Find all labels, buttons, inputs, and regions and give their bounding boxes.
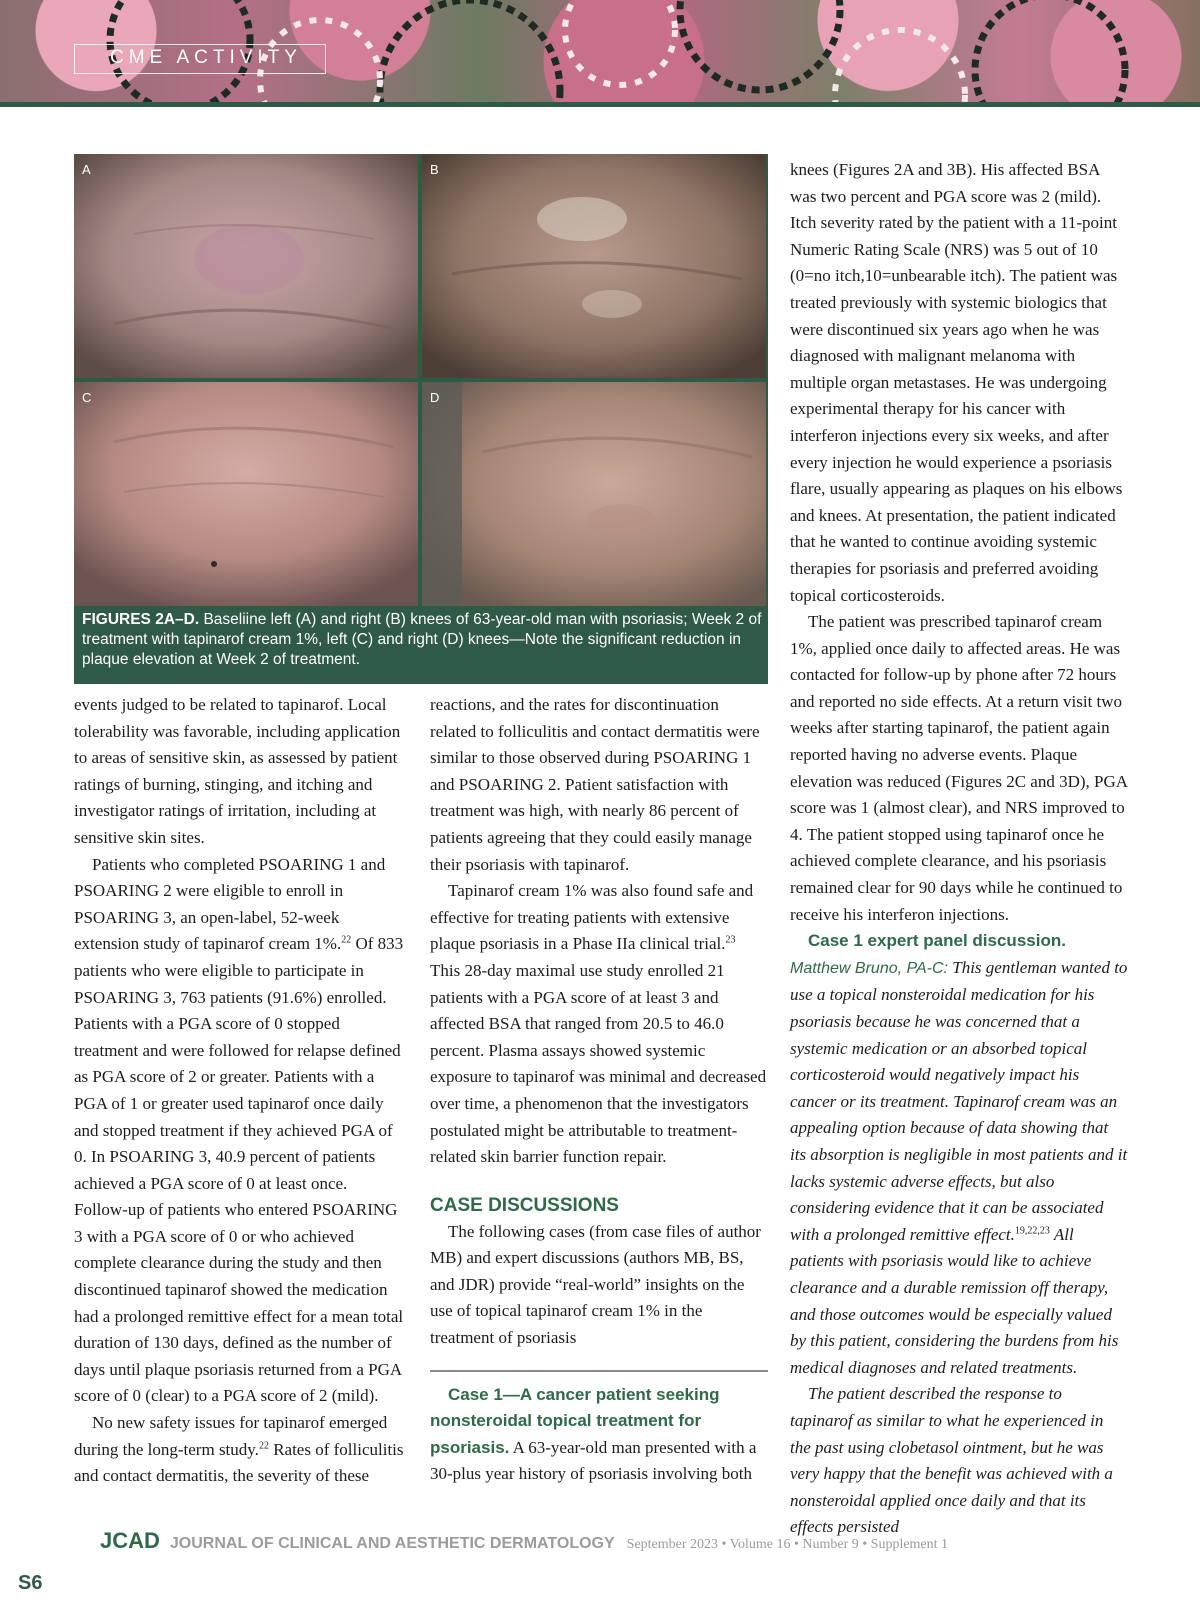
paragraph [74,852,404,1410]
reference-marker: 23 [725,934,736,946]
reference-marker: 22 [341,934,352,946]
panel-label-c: C [82,390,92,405]
paragraph-text: No new safety issues for tapinarof emerged during the long-term study. [74,1413,388,1459]
paragraph-text: This 28-day maximal use study enrolled 21 patients with a PGA score of at least 3 and affected BSA that ranged from 20.5 to 46.0 percent. Plasma assays showed systemic exposure to tapinarof was minimal and decreased over time, a phenomenon that the investigators postulated might be attributable to treatment-related skin barrier function repair. [430,960,767,1167]
reference-marker: 22 [258,1439,269,1451]
case-title: Case 1—A cancer patient seeking nonsteroidal topical treatment for psoriasis. [430,1384,720,1457]
paragraph [430,1382,768,1488]
text-column-2 [430,692,768,1488]
knee-photo-a [74,154,418,378]
paragraph: events judged to be related to tapinarof. Local tolerability was favorable, including application to areas of sensitive skin, as assessed by patient ratings of burning, stinging, and itching and investigator ratings of irritation, including at sensitive skin sites. [74,695,401,847]
paragraph [790,928,1128,1381]
right-knee-week2-photo-icon [422,382,766,606]
journal-abbreviation: JCAD [100,1528,160,1553]
paragraph: reactions, and the rates for discontinuation related to folliculitis and contact dermatitis were similar to those observed during PSOARING 1 and PSOARING 2. Patient satisfaction with treatment was high, with nearly 86 percent of patients agreeing that they could easily manage their psoriasis with tapinarof. [430,695,760,874]
figure-caption [82,610,762,670]
paragraph: knees (Figures 2A and 3B). His affected BSA was two percent and PGA score was 2 (mild). Itch severity rated by the patient with a 11-point Numeric Rating Scale (NRS) was 5 out of 10 (0=no itch,10=unbearable itch). The patient was treated previously with systemic biologics that were discontinued six years ago when he was diagnosed with malignant melanoma with multiple organ metastases. He was undergoing experimental therapy for his cancer with interferon injections every six weeks, and after every injection he would experience a psoriasis flare, usually appearing as plaques on his elbows and knees. At presentation, the patient indicated that he wanted to continue avoiding systemic therapies for psoriasis and preferred avoiding topical corticosteroids. [790,160,1123,605]
panel-label-a: A [82,162,91,177]
text-column-1 [74,692,404,1490]
figure-caption-title: FIGURES 2A–D. [82,611,200,628]
panel-label-d: D [430,390,440,405]
left-knee-baseline-photo-icon [74,154,418,378]
paragraph-text: This gentleman wanted to use a topical nonsteroidal medication for his psoriasis because he was concerned that a systemic medication or an absorbed topical corticosteroid would negatively impact his cancer or its treatment. Tapinarof cream was an appealing option because of data showing that its absorption is negligible in most patients and it lacks systemic adverse effects, but also considering evidence that it can be associated with a prolonged remittive effect. [790,957,1128,1244]
paragraph [430,878,768,1171]
paragraph-text: Rates of folliculitis and contact dermatitis, the severity of these [74,1439,404,1486]
figure-caption-text: Baseliine left (A) and right (B) knees of 63-year-old man with psoriasis; Week 2 of treatment with tapinarof cream 1%, left (C) and right (D) knees—Note the significant reduction in plaque elevation at Week 2 of treatment. [82,611,762,668]
paragraph-text: A 63-year-old man presented with a 30-plus year history of psoriasis involving both [430,1437,757,1484]
panelist-name: Matthew Bruno, PA-C: [790,959,948,977]
page-footer [100,1528,1100,1558]
page-number: S6 [18,1572,43,1594]
knee-photo-d [422,382,766,606]
paragraph-text: All patients with psoriasis would like to achieve clearance and a durable remission off therapy, and those outcomes would be especially valued by this patient, considering the burdens from his medical diagnoses and related treatments. [790,1224,1119,1377]
panel-label-b: B [430,162,439,177]
knee-photo-b [422,154,766,378]
paragraph: The patient was prescribed tapinarof cream 1%, applied once daily to affected areas. He was contacted for follow-up by phone after 72 hours and reported no side effects. At a return visit two weeks after starting tapinarof, the patient again reported having no adverse events. Plaque elevation was reduced (Figures 2C and 3D), PGA score was 1 (almost clear), and NRS improved to 4. The patient stopped using tapinarof once he achieved complete clearance, and his psoriasis remained clear for 90 days while he continued to receive his interferon injections. [790,612,1128,924]
reference-marker: 19,22,23 [1014,1225,1050,1237]
figure-2 [74,154,768,684]
panel-discussion-title: Case 1 expert panel discussion. [808,931,1066,951]
right-knee-baseline-photo-icon [422,154,766,378]
paragraph: The following cases (from case files of author MB) and expert discussions (authors MB, BS, and JDR) provide “real-world” insights on the use of topical tapinarof cream 1% in the treatment of psoriasis [430,1221,761,1348]
paragraph: The patient described the response to tapinarof as similar to what he experienced in the past using clobetasol ointment, but he was very happy that the benefit was achieved with a nonsteroidal applied once daily and that its effects persisted [790,1384,1113,1537]
text-column-3 [790,157,1128,1541]
section-divider [430,1370,768,1372]
issue-info: September 2023 • Volume 16 • Number 9 • Supplement 1 [626,1537,949,1552]
paragraph-text: Patients who completed PSOARING 1 and PSOARING 2 were eligible to enroll in PSOARING 3, an open-label, 52-week extension study of tapinarof cream 1%. [74,854,386,954]
header-banner [0,0,1200,102]
left-knee-week2-photo-icon [74,382,418,606]
paragraph [74,1410,404,1490]
section-label: CME ACTIVITY [110,47,302,68]
section-heading: CASE DISCUSSIONS [430,1194,619,1216]
journal-name: JOURNAL OF CLINICAL AND AESTHETIC DERMATOLOGY [169,1535,615,1552]
banner-rule [0,102,1200,107]
paragraph-text: Of 833 patients who were eligible to participate in PSOARING 3, 763 patients (91.6%) enrolled. Patients with a PGA score of 0 stopped treatment and were followed for relapse defined as PGA score of 2 or greater. Patients with a PGA of 1 or greater used tapinarof once daily and stopped treatment if they achieved PGA of 0. In PSOARING 3, 40.9 percent of patients achieved a PGA score of 0 at least once. Follow-up of patients who entered PSOARING 3 with a PGA score of 0 or who achieved complete clearance during the study and then discontinued tapinarof showed the medication had a prolonged remittive effect for a mean total duration of 130 days, defined as the number of days until plaque psoriasis returned from a PGA score of 0 (clear) to a PGA score of 2 (mild). [74,934,404,1406]
knee-photo-c [74,382,418,606]
paragraph-text: Tapinarof cream 1% was also found safe and effective for treating patients with extensive plaque psoriasis in a Phase IIa clinical trial. [430,881,754,954]
